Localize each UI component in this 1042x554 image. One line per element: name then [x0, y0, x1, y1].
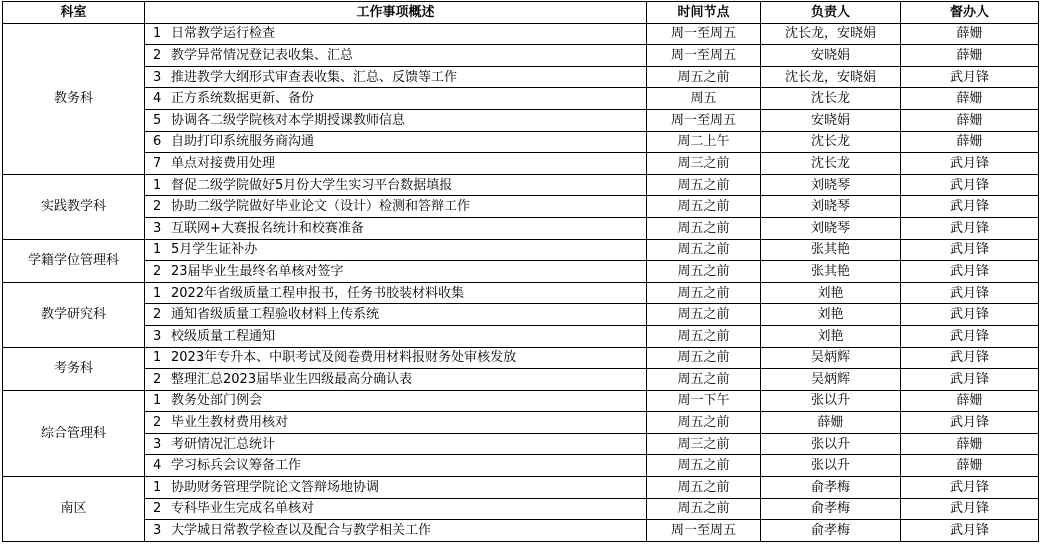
- table-row: [3, 325, 1039, 347]
- dept-cell: 教务科: [3, 23, 145, 174]
- table-row: [3, 239, 1039, 261]
- task-number: 2: [153, 501, 162, 517]
- owner-cell: 俞孝梅: [761, 477, 901, 499]
- owner-cell: 刘晓琴: [761, 217, 901, 239]
- supervisor-cell: 武月锋: [901, 520, 1039, 542]
- task-text: 专科毕业生完成名单核对: [171, 501, 315, 517]
- owner-cell: 吴炳辉: [761, 347, 901, 369]
- supervisor-cell: 薛姗: [901, 390, 1039, 412]
- owner-cell: 张以升: [761, 390, 901, 412]
- supervisor-cell: 武月锋: [901, 66, 1039, 88]
- task-cell: [145, 304, 647, 326]
- table-row: [3, 282, 1039, 304]
- task-number: 3: [153, 523, 162, 539]
- task-cell: [145, 45, 647, 67]
- time-cell: 周五之前: [647, 239, 761, 261]
- owner-cell: 沈长龙: [761, 131, 901, 153]
- task-text: 协调各二级学院核对本学期授课教师信息: [171, 112, 406, 128]
- table-row: [3, 498, 1039, 520]
- supervisor-cell: 薛姗: [901, 455, 1039, 477]
- task-number: 1: [153, 479, 162, 495]
- supervisor-cell: 武月锋: [901, 196, 1039, 218]
- table-row: [3, 23, 1039, 45]
- time-cell: 周五: [647, 88, 761, 110]
- task-text: 2023年专升本、中职考试及阅卷费用材料报财务处审核发放: [171, 350, 517, 366]
- time-cell: 周三之前: [647, 433, 761, 455]
- task-number: 1: [153, 26, 162, 42]
- time-cell: 周二上午: [647, 131, 761, 153]
- owner-cell: 刘艳: [761, 325, 901, 347]
- table-row: [3, 390, 1039, 412]
- task-cell: [145, 412, 647, 434]
- dept-cell: 南区: [3, 477, 145, 542]
- task-cell: [145, 217, 647, 239]
- task-text: 单点对接费用处理: [171, 155, 276, 171]
- supervisor-cell: 武月锋: [901, 325, 1039, 347]
- supervisor-cell: 武月锋: [901, 304, 1039, 326]
- table-row: [3, 45, 1039, 67]
- task-number: 5: [153, 112, 162, 128]
- task-text: 校级质量工程通知: [171, 328, 276, 344]
- table-header: [3, 2, 1039, 24]
- time-cell: 周三之前: [647, 153, 761, 175]
- task-cell: [145, 433, 647, 455]
- table-row: [3, 412, 1039, 434]
- task-number: 2: [153, 371, 162, 387]
- task-number: 3: [153, 220, 162, 236]
- task-text: 5月学生证补办: [171, 242, 258, 258]
- time-cell: 周一下午: [647, 390, 761, 412]
- task-text: 毕业生教材费用核对: [171, 415, 289, 431]
- supervisor-cell: 武月锋: [901, 239, 1039, 261]
- task-cell: [145, 131, 647, 153]
- task-number: 2: [153, 415, 162, 431]
- owner-cell: 沈长龙，安晓娟: [761, 23, 901, 45]
- task-number: 6: [153, 134, 162, 150]
- task-cell: [145, 477, 647, 499]
- work-schedule-table: [2, 1, 1039, 542]
- supervisor-cell: 武月锋: [901, 347, 1039, 369]
- task-text: 大学城日常教学检查以及配合与教学相关工作: [171, 523, 432, 539]
- task-number: 3: [153, 328, 162, 344]
- table-row: [3, 520, 1039, 542]
- table-row: [3, 347, 1039, 369]
- owner-cell: 张其艳: [761, 261, 901, 283]
- task-text: 整理汇总2023届毕业生四级最高分确认表: [171, 371, 413, 387]
- task-cell: [145, 66, 647, 88]
- time-cell: 周五之前: [647, 282, 761, 304]
- time-cell: 周五之前: [647, 369, 761, 391]
- time-cell: 周五之前: [647, 498, 761, 520]
- task-text: 日常教学运行检查: [171, 26, 276, 42]
- task-number: 2: [153, 47, 162, 63]
- time-cell: 周一至周五: [647, 520, 761, 542]
- table-row: [3, 433, 1039, 455]
- supervisor-cell: 武月锋: [901, 412, 1039, 434]
- table-row: [3, 88, 1039, 110]
- owner-cell: 薛姗: [761, 412, 901, 434]
- task-text: 自助打印系统服务商沟通: [171, 134, 315, 150]
- table-row: [3, 153, 1039, 175]
- owner-cell: 张以升: [761, 455, 901, 477]
- owner-cell: 刘晓琴: [761, 196, 901, 218]
- owner-cell: 俞孝梅: [761, 498, 901, 520]
- table-row: [3, 261, 1039, 283]
- time-cell: 周五之前: [647, 304, 761, 326]
- time-cell: 周五之前: [647, 455, 761, 477]
- task-cell: [145, 369, 647, 391]
- table-row: [3, 66, 1039, 88]
- supervisor-cell: 武月锋: [901, 217, 1039, 239]
- owner-cell: 刘艳: [761, 304, 901, 326]
- task-cell: [145, 455, 647, 477]
- task-number: 3: [153, 69, 162, 85]
- task-number: 7: [153, 155, 162, 171]
- supervisor-cell: 武月锋: [901, 261, 1039, 283]
- dept-cell: 学籍学位管理科: [3, 239, 145, 282]
- table-row: [3, 369, 1039, 391]
- time-cell: 周五之前: [647, 174, 761, 196]
- owner-cell: 吴炳辉: [761, 369, 901, 391]
- supervisor-cell: 武月锋: [901, 477, 1039, 499]
- time-cell: 周一至周五: [647, 109, 761, 131]
- task-cell: [145, 347, 647, 369]
- task-text: 协助财务管理学院论文答辩场地协调: [171, 479, 380, 495]
- task-number: 1: [153, 177, 162, 193]
- task-text: 协助二级学院做好毕业论文（设计）检测和答辩工作: [171, 199, 471, 215]
- task-number: 1: [153, 350, 162, 366]
- time-cell: 周一至周五: [647, 23, 761, 45]
- owner-cell: 张其艳: [761, 239, 901, 261]
- task-cell: [145, 520, 647, 542]
- owner-cell: 安晓娟: [761, 109, 901, 131]
- task-number: 1: [153, 393, 162, 409]
- time-cell: 周五之前: [647, 261, 761, 283]
- owner-cell: 安晓娟: [761, 45, 901, 67]
- task-text: 督促二级学院做好5月份大学生实习平台数据填报: [171, 177, 453, 193]
- task-cell: [145, 88, 647, 110]
- time-cell: 周五之前: [647, 217, 761, 239]
- task-number: 3: [153, 436, 162, 452]
- task-cell: [145, 390, 647, 412]
- task-cell: [145, 239, 647, 261]
- table-row: [3, 109, 1039, 131]
- header-dept: 科室: [3, 2, 145, 24]
- dept-cell: 综合管理科: [3, 390, 145, 476]
- task-text: 考研情况汇总统计: [171, 436, 276, 452]
- time-cell: 周五之前: [647, 412, 761, 434]
- task-text: 23届毕业生最终名单核对签字: [171, 263, 344, 279]
- supervisor-cell: 薛姗: [901, 109, 1039, 131]
- task-cell: [145, 282, 647, 304]
- task-number: 4: [153, 458, 162, 474]
- task-text: 推进教学大纲形式审查表收集、汇总、反馈等工作: [171, 69, 458, 85]
- supervisor-cell: 武月锋: [901, 369, 1039, 391]
- owner-cell: 刘晓琴: [761, 174, 901, 196]
- task-number: 2: [153, 199, 162, 215]
- task-cell: [145, 23, 647, 45]
- time-cell: 周五之前: [647, 477, 761, 499]
- task-cell: [145, 174, 647, 196]
- supervisor-cell: 薛姗: [901, 45, 1039, 67]
- task-text: 正方系统数据更新、备份: [171, 91, 315, 107]
- header-supervisor: 督办人: [901, 2, 1039, 24]
- table-row: [3, 455, 1039, 477]
- task-number: 2: [153, 263, 162, 279]
- task-text: 互联网+大赛报名统计和校赛准备: [171, 220, 364, 236]
- supervisor-cell: 武月锋: [901, 174, 1039, 196]
- task-text: 2022年省级质量工程申报书，任务书胶装材料收集: [171, 285, 465, 301]
- owner-cell: 俞孝梅: [761, 520, 901, 542]
- table-row: [3, 217, 1039, 239]
- task-cell: [145, 261, 647, 283]
- task-cell: [145, 153, 647, 175]
- task-text: 学习标兵会议筹备工作: [171, 458, 302, 474]
- supervisor-cell: 薛姗: [901, 88, 1039, 110]
- time-cell: 周一至周五: [647, 45, 761, 67]
- supervisor-cell: 武月锋: [901, 282, 1039, 304]
- owner-cell: 张以升: [761, 433, 901, 455]
- time-cell: 周五之前: [647, 347, 761, 369]
- table-row: [3, 304, 1039, 326]
- task-cell: [145, 109, 647, 131]
- supervisor-cell: 武月锋: [901, 153, 1039, 175]
- table-row: [3, 131, 1039, 153]
- owner-cell: 沈长龙: [761, 153, 901, 175]
- dept-cell: 教学研究科: [3, 282, 145, 347]
- task-text: 通知省级质量工程验收材料上传系统: [171, 307, 380, 323]
- header-time: 时间节点: [647, 2, 761, 24]
- table-row: [3, 477, 1039, 499]
- header-row: [3, 2, 1039, 24]
- task-number: 2: [153, 307, 162, 323]
- task-number: 1: [153, 242, 162, 258]
- supervisor-cell: 薛姗: [901, 433, 1039, 455]
- owner-cell: 沈长龙，安晓娟: [761, 66, 901, 88]
- task-number: 4: [153, 91, 162, 107]
- table-row: [3, 196, 1039, 218]
- task-cell: [145, 325, 647, 347]
- header-task: 工作事项概述: [145, 2, 647, 24]
- task-text: 教学异常情况登记表收集、汇总: [171, 47, 354, 63]
- supervisor-cell: 武月锋: [901, 498, 1039, 520]
- task-cell: [145, 498, 647, 520]
- task-text: 教务处部门例会: [171, 393, 263, 409]
- table-row: [3, 174, 1039, 196]
- time-cell: 周五之前: [647, 325, 761, 347]
- owner-cell: 刘艳: [761, 282, 901, 304]
- supervisor-cell: 薛姗: [901, 131, 1039, 153]
- dept-cell: 实践教学科: [3, 174, 145, 239]
- dept-cell: 考务科: [3, 347, 145, 390]
- task-cell: [145, 196, 647, 218]
- supervisor-cell: 薛姗: [901, 23, 1039, 45]
- time-cell: 周五之前: [647, 196, 761, 218]
- time-cell: 周五之前: [647, 66, 761, 88]
- owner-cell: 沈长龙: [761, 88, 901, 110]
- header-owner: 负责人: [761, 2, 901, 24]
- table-body: [3, 23, 1039, 541]
- task-number: 1: [153, 285, 162, 301]
